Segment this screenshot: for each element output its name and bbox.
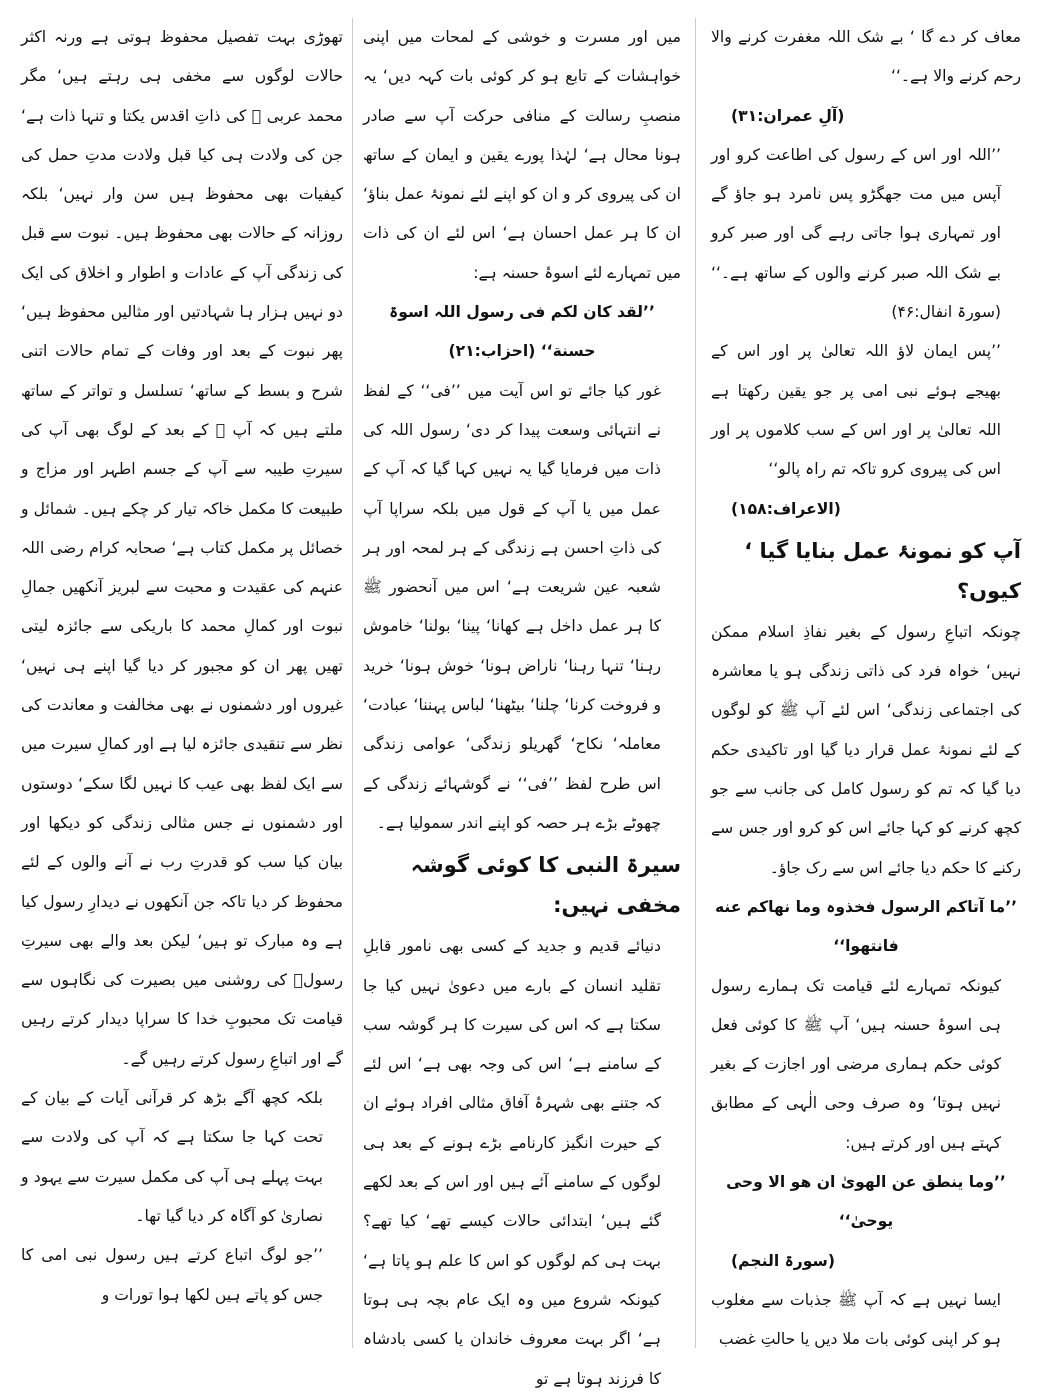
paragraph: میں اور مسرت و خوشی کے لمحات میں اپنی خواہشات کے تابع ہو کر کوئی بات کہہ دیں‘ یہ منصبِ رسالت کے منافی حرکت آپ سے صادر ہونا محال ہے‘ لہٰذا پورے یقین و ایمان کے ساتھ ان کی پیروی کر و ان کو اپنے لئے نمونۂ عمل بناؤ‘ ان کا ہر عمل احسان ہے‘ اس لئے ان کی ذات میں تمہارے لئے اسوۂ حسنہ ہے: <box>363 28 681 282</box>
paragraph: چونکہ اتباعِ رسول کے بغیر نفاذِ اسلام ممکن نہیں‘ خواہ فرد کی ذاتی زندگی ہو یا معاشرہ کی اجتماعی زندگی‘ اس لئے آپ ﷺ کو لوگوں کے لئے نمونۂ عمل قرار دیا گیا اور تاکیدی حکم دیا گیا کہ تم کو رسول کامل کی جانب سے جو کچھ کرنے کو کہا جائے اس کو کرو اور جس سے رکنے کا حکم دیا جائے اس سے رک جاؤ۔ <box>711 622 1021 877</box>
paragraph: کیونکہ تمہارے لئے قیامت تک ہمارے رسول ہی اسوۂ حسنہ ہیں‘ آپ ﷺ کا کوئی فعل کوئی حکم ہماری مرضی اور اجازت کے بغیر نہیں ہوتا‘ وہ صرف وحی الٰہی کے مطابق کہتے ہیں اور کرتے ہیں: <box>711 976 1001 1152</box>
verse-reference: (سورۃ النجم) <box>731 1251 835 1270</box>
section-heading: سیرۃ النبی کا کوئی گوشہ مخفی نہیں: <box>410 853 681 918</box>
paragraph: ’’پس ایمان لاؤ اللہ تعالیٰ پر اور اس کے بھیجے ہوئے نبی امی پر جو یقین رکھتا ہے اللہ تعالیٰ پر اور اس کے سب کلاموں پر اور اس کی پیروی کرو تاکہ تم راہ پالو‘‘ <box>711 342 1001 479</box>
column-divider <box>695 18 696 1348</box>
column-left <box>21 18 343 1348</box>
paragraph: دنیائے قدیم و جدید کے کسی بھی نامور قابلِ تقلید انسان کے بارے میں دعویٰ نہیں کیا جا سکتا ہے کہ اس کی سیرت کا ہر گوشہ سب کے سامنے ہے‘ اس کی وجہ بھی ہے‘ اس لئے کہ جتنے بھی شہرۂ آفاق مثالی افراد ہوئے ان کے حیرت انگیز کارنامے بڑے ہونے کے بعد ہی لوگوں کے سامنے آئے ہیں اور اس کے بعد لکھے گئے ہیں‘ ابتدائی حالات کیسے تھے‘ کیا تھے؟ بہت ہی کم لوگوں کو اس کا علم ہو پاتا ہے‘ کیونکہ شروع میں وہ ایک عام بچہ ہی ہوتا ہے‘ اگر بہت معروف خاندان یا کسی بادشاہ کا فرزند ہوتا ہے تو <box>363 937 661 1388</box>
paragraph: ایسا نہیں ہے کہ آپ ﷺ جذبات سے مغلوب ہو کر اپنی کوئی بات ملا دیں یا حالتِ غضب <box>711 1290 1001 1349</box>
paragraph: تھوڑی بہت تفصیل محفوظ ہوتی ہے ورنہ اکثر حالات لوگوں سے مخفی ہی رہتے ہیں‘ مگر محمد عربی ﷺ کی ذاتِ اقدس یکتا و تنہا ذات ہے‘ جن کی ولادت ہی کیا قبل ولادت مدتِ حمل کی کیفیات بھی محفوظ ہیں سن وار نہیں‘ بلکہ روزانہ کے حالات بھی محفوظ ہیں۔ نبوت سے قبل کی زندگی آپ کے عادات و اطوار و اخلاق کی ایک دو نہیں ہزار ہا شہادتیں اور مثالیں محفوظ ہیں‘ پھر نبوت کے بعد اور وفات کے تمام حالات اتنی شرح و بسط کے ساتھ‘ تسلسل و تواتر کے ساتھ ملتے ہیں کہ آپ ﷺ کے بعد کے لوگ بھی آپ کی سیرتِ طیبہ سے آپ کے جسم اطہر اور مزاج و طبیعت کا مکمل خاکہ تیار کر چکے ہیں۔ شمائل و خصائل پر مکمل کتاب ہے‘ صحابہ کرام رضی اللہ عنہم کی عقیدت و محبت سے لبریز آنکھیں جمالِ نبوت اور کمالِ محمد کا باریکی سے جائزہ لیتی تھیں پھر ان کو مجبور کر دیا گیا اپنے ہی نہیں‘ غیروں اور دشمنوں نے بھی مخالفت و معاندت کی نظر سے تنقیدی جائزہ لیا ہے اور کمالِ سیرت میں سے ایک لفظ بھی عیب کا نہیں لگا سکے‘ دوستوں اور دشمنوں نے جس مثالی زندگی کو دیکھا اور بیان کیا سب کو قدرتِ رب نے آنے والوں کے لئے محفوظ کر دیا تاکہ جن آنکھوں نے دیدارِ رسول کیا ہے وہ مبارک تو ہیں‘ لیکن بعد والے بھی سیرتِ رسولؐ کی روشنی میں بصیرت کی نگاہوں سے قیامت تک محبوبِ خدا کا سراپا دیدار کرتے رہیں گے اور اتباعِ رسول کرتے رہیں گے۔ <box>21 28 343 1068</box>
arabic-verse: ’’ما آتاکم الرسول فخذوہ وما نھاکم عنه فانتھوا‘‘ <box>714 897 1018 956</box>
verse-reference: (آلِ عمران:۳۱) <box>731 106 845 125</box>
arabic-verse: ’’لقد کان لکم فی رسول اللہ اسوۃ حسنة‘‘ (احزاب:۲۱) <box>389 303 655 361</box>
column-divider <box>352 18 353 1348</box>
paragraph: غور کیا جائے تو اس آیت میں ’’فی‘‘ کے لفظ نے انتہائی وسعت پیدا کر دی‘ رسول اللہ کی ذات میں فرمایا گیا یہ نہیں کہا گیا کہ آپ کے عمل میں یا آپ کے قول میں بلکہ سراپا آپ کی ذاتِ احسن ہے زندگی کے ہر لمحہ اور ہر شعبہ عین شریعت ہے‘ اس میں آنحضور ﷺ کا ہر عمل داخل ہے کھانا‘ پینا‘ بولنا‘ خاموش رہنا‘ تنہا رہنا‘ ناراض ہونا‘ خوش ہونا‘ خرید و فروخت کرنا‘ چلنا‘ بیٹھنا‘ لباس پہننا‘ عبادت‘ معاملہ‘ نکاح‘ گھریلو زندگی‘ عوامی زندگی اس طرح لفظ ’’فی‘‘ نے گوشہائے زندگی کے چھوٹے بڑے ہر حصہ کو اپنے اندر سمولیا ہے۔ <box>363 381 661 832</box>
paragraph: بلکہ کچھ آگے بڑھ کر قرآنی آیات کے بیان کے تحت کہا جا سکتا ہے کہ آپ کی ولادت سے بہت پہلے ہی آپ کی مکمل سیرت سے یہود و نصاریٰ کو آگاہ کر دیا گیا تھا۔ <box>21 1089 323 1225</box>
column-right <box>711 18 1021 1348</box>
arabic-verse: ’’وما ینطق عن الھویٰ ان ھو الا وحی یوحیٰ‘‘ <box>726 1173 1006 1231</box>
column-middle <box>363 18 681 1388</box>
paragraph: ’’اللہ اور اس کے رسول کی اطاعت کرو اور آپس میں مت جھگڑو پس نامرد ہو جاؤ گے اور تمہاری ہوا جاتی رہے گی اور صبر کرو بے شک اللہ صبر کرنے والوں کے ساتھ ہے۔‘‘ (سورۃ انفال:۴۶) <box>711 145 1001 322</box>
verse-reference: (الاعراف:۱۵۸) <box>731 499 841 518</box>
section-heading: آپ کو نمونۂ عمل بنایا گیا ‘ کیوں؟ <box>744 538 1021 603</box>
paragraph: معاف کر دے گا ‘ بے شک اللہ مغفرت کرنے والا رحم کرنے والا ہے۔‘‘ <box>711 28 1021 86</box>
paragraph: ’’جو لوگ اتباع کرتے ہیں رسول نبی امی کا جس کو پاتے ہیں لکھا ہوا تورات و <box>21 1246 323 1304</box>
